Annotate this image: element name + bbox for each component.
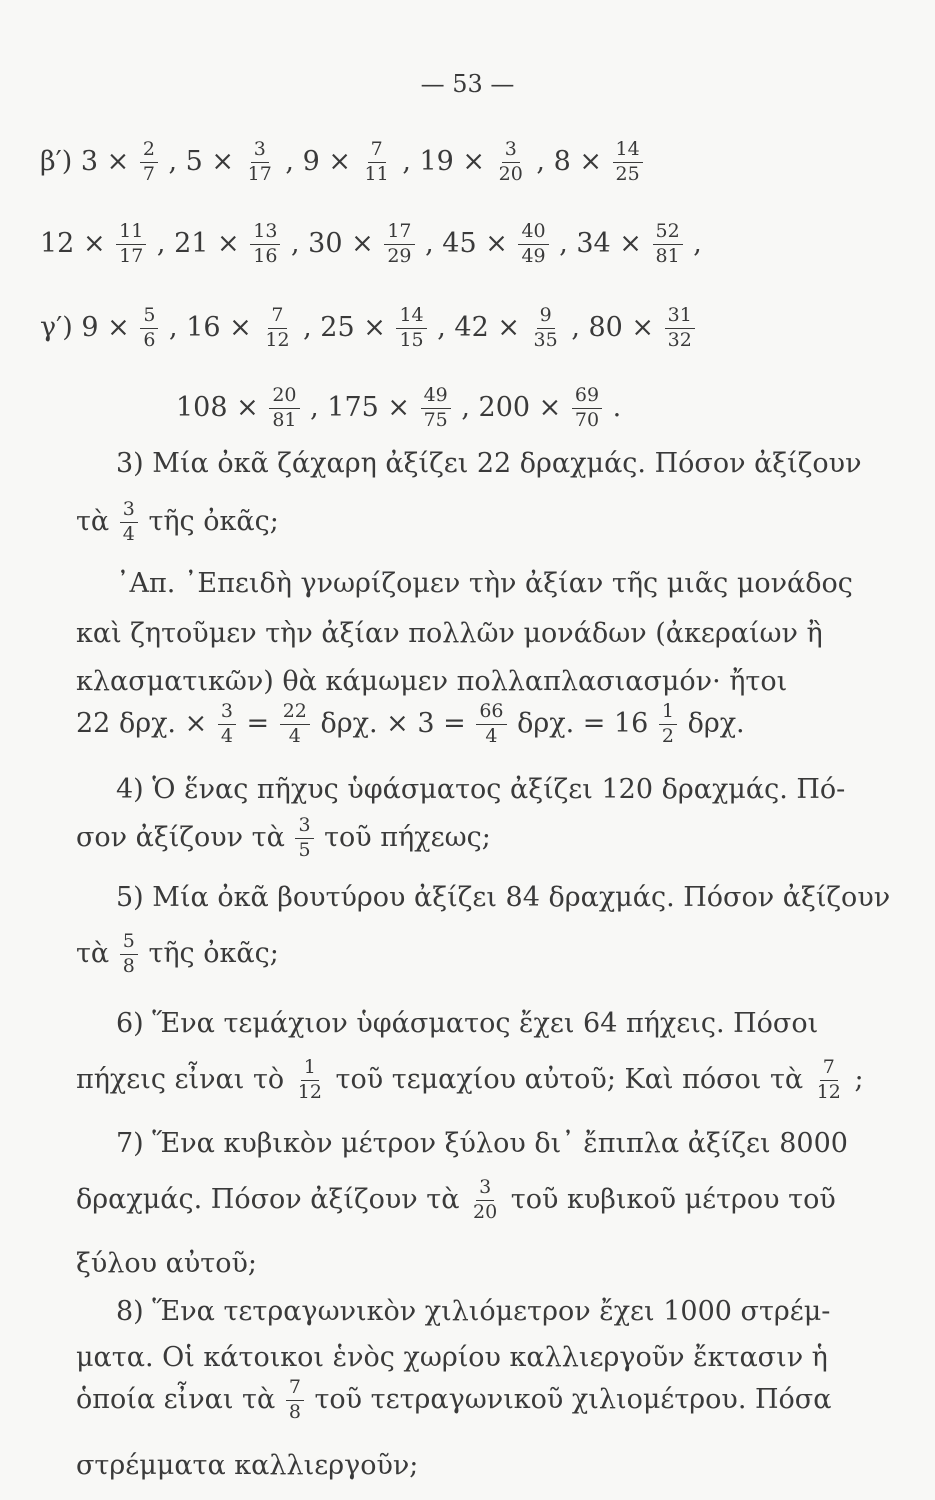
text-segment: γ′) 9 ×	[40, 311, 139, 343]
text-segment: 5) Μία ὀκᾶ βουτύρου ἀξίζει 84 δραχμάς. Πόσον ἀξίζουν	[116, 882, 891, 913]
fraction-denominator: 25	[615, 162, 640, 185]
text-segment: τοῦ κυβικοῦ μέτρου τοῦ	[502, 1183, 836, 1215]
fraction-denominator: 4	[485, 724, 498, 747]
text-segment: , 34 ×	[550, 227, 651, 259]
text-segment: 6) Ἕνα τεμάχιον ὑφάσματος ἔχει 64 πήχεις. Πόσοι	[116, 1008, 819, 1039]
fraction-numerator: 3	[502, 140, 520, 163]
fraction-denominator: 17	[119, 244, 144, 267]
fraction-denominator: 15	[399, 328, 424, 351]
fraction-numerator: 3	[476, 1178, 494, 1201]
fraction-numerator: 3	[295, 816, 313, 839]
fraction-denominator: 8	[288, 1400, 301, 1423]
fraction	[140, 140, 158, 185]
fraction	[280, 702, 310, 747]
text-segment: καὶ ζητοῦμεν τὴν ἀξίαν πολλῶν μονάδων (ἀκεραίων ἢ	[76, 618, 823, 649]
text-segment: πήχεις εἶναι τὸ	[76, 1063, 293, 1095]
text-line-p7a	[116, 1130, 848, 1157]
text-segment: 4) Ὁ ἕνας πῆχυς ὑφάσματος ἀξίζει 120 δραχμάς. Πό-	[116, 774, 846, 805]
text-segment: τῆς ὀκᾶς;	[139, 937, 279, 969]
text-segment: β′) 3 ×	[40, 145, 138, 177]
fraction-denominator: 20	[498, 162, 523, 185]
fraction	[116, 222, 146, 267]
text-segment: =	[237, 707, 278, 739]
fraction	[518, 222, 548, 267]
text-segment: στρέμματα καλλιεργοῦν;	[76, 1450, 419, 1481]
text-segment: ὁποία εἶναι τὰ	[76, 1383, 284, 1415]
text-segment: , 21 ×	[148, 227, 249, 259]
fraction	[421, 386, 451, 431]
text-segment: , 80 ×	[562, 311, 663, 343]
text-segment: , 30 ×	[282, 227, 383, 259]
fraction-denominator: 2	[661, 724, 674, 747]
text-segment: 22 δρχ. ×	[76, 707, 216, 739]
fraction-numerator: 40	[518, 222, 548, 245]
fraction	[814, 1058, 844, 1103]
fraction	[250, 222, 280, 267]
text-line-p3e	[76, 668, 787, 695]
text-segment: τοῦ τεμαχίου αὐτοῦ; Καὶ πόσοι τὰ	[326, 1063, 812, 1095]
fraction	[659, 702, 677, 747]
fraction-denominator: 35	[533, 328, 558, 351]
text-line-p3f	[76, 702, 745, 747]
text-segment: δρχ. × 3 =	[311, 707, 475, 739]
fraction-denominator: 4	[220, 724, 233, 747]
fraction-numerator: 3	[251, 140, 269, 163]
fraction	[665, 306, 695, 351]
text-segment: δρχ.	[678, 707, 745, 739]
fraction-numerator: 9	[537, 306, 555, 329]
fraction-denominator: 5	[298, 838, 311, 861]
fraction	[140, 306, 158, 351]
fraction	[396, 306, 426, 351]
text-line-g1	[40, 306, 697, 351]
text-segment: , 45 ×	[416, 227, 517, 259]
fraction-denominator: 29	[387, 244, 412, 267]
text-segment: ᾿Απ. ᾿Επειδὴ γνωρίζομεν τὴν ἀξίαν τῆς μιᾶς μονάδος	[116, 568, 853, 599]
text-segment: τὰ	[76, 505, 118, 537]
text-segment: 3) Μία ὀκᾶ ζάχαρη ἀξίζει 22 δραχμάς. Πόσον ἀξίζουν	[116, 448, 862, 479]
fraction	[613, 140, 643, 185]
fraction	[218, 702, 236, 747]
fraction-denominator: 4	[122, 522, 135, 545]
fraction-denominator: 81	[655, 244, 680, 267]
text-segment: 7) Ἕνα κυβικὸν μέτρον ξύλου δι᾿ ἔπιπλα ἀξίζει 8000	[116, 1128, 848, 1159]
fraction	[295, 1058, 325, 1103]
text-segment: , 19 ×	[393, 145, 494, 177]
text-segment: , 25 ×	[294, 311, 395, 343]
fraction-numerator: 7	[286, 1378, 304, 1401]
fraction-denominator: 32	[667, 328, 692, 351]
fraction	[269, 386, 299, 431]
fraction-denominator: 4	[288, 724, 301, 747]
text-segment: 8) Ἕνα τετραγωνικὸν χιλιόμετρον ἔχει 1000 στρέμ-	[116, 1296, 831, 1327]
text-line-p8c	[76, 1378, 831, 1423]
text-line-p6b	[76, 1058, 864, 1103]
text-segment: , 175 ×	[301, 391, 419, 423]
fraction-numerator: 20	[269, 386, 299, 409]
fraction	[572, 386, 602, 431]
text-segment: τῆς ὀκᾶς;	[139, 505, 279, 537]
fraction-denominator: 12	[265, 328, 290, 351]
fraction	[384, 222, 414, 267]
text-segment: τοῦ πήχεως;	[315, 821, 491, 853]
text-line-p6a	[116, 1010, 818, 1037]
text-line-p3c	[116, 570, 853, 597]
fraction	[531, 306, 561, 351]
text-segment: σον ἀξίζουν τὰ	[76, 821, 294, 853]
fraction-denominator: 6	[143, 328, 156, 351]
fraction-denominator: 81	[272, 408, 297, 431]
fraction	[295, 816, 313, 861]
fraction-numerator: 1	[301, 1058, 319, 1081]
text-segment: , 8 ×	[527, 145, 611, 177]
text-line-p5a	[116, 884, 890, 911]
fraction-denominator: 75	[423, 408, 448, 431]
text-line-p8d	[76, 1452, 418, 1479]
text-line-p3b	[76, 500, 279, 545]
fraction-numerator: 7	[368, 140, 386, 163]
text-segment: , 200 ×	[452, 391, 570, 423]
fraction-numerator: 49	[421, 386, 451, 409]
text-segment: κλασματικῶν) θὰ κάμωμεν πολλαπλασιασμόν· ἤτοι	[76, 666, 788, 697]
fraction-numerator: 66	[476, 702, 506, 725]
fraction-denominator: 49	[521, 244, 546, 267]
text-segment: ;	[845, 1063, 864, 1095]
fraction-denominator: 20	[473, 1200, 498, 1223]
text-line-p7b	[76, 1178, 836, 1223]
fraction	[262, 306, 292, 351]
fraction-denominator: 8	[122, 954, 135, 977]
text-line-p4a	[116, 776, 845, 803]
text-segment: δραχμάς. Πόσον ἀξίζουν τὰ	[76, 1183, 469, 1215]
text-segment: τοῦ τετραγωνικοῦ χιλιομέτρου. Πόσα	[305, 1383, 832, 1415]
page-number: — 53 —	[420, 70, 515, 98]
fraction-denominator: 16	[253, 244, 278, 267]
fraction-numerator: 3	[120, 500, 138, 523]
fraction-numerator: 31	[665, 306, 695, 329]
text-line-p3d	[76, 620, 823, 647]
fraction-numerator: 7	[820, 1058, 838, 1081]
fraction-denominator: 11	[364, 162, 389, 185]
fraction	[286, 1378, 304, 1423]
fraction-numerator: 5	[120, 932, 138, 955]
fraction	[245, 140, 275, 185]
text-line-p8b	[76, 1344, 828, 1371]
fraction-numerator: 52	[653, 222, 683, 245]
text-line-p5b	[76, 932, 279, 977]
text-line-p3a	[116, 450, 861, 477]
text-line-b1	[40, 140, 645, 185]
text-segment: , 42 ×	[428, 311, 529, 343]
text-segment: , 5 ×	[159, 145, 243, 177]
fraction	[120, 500, 138, 545]
fraction-numerator: 5	[140, 306, 158, 329]
text-segment: ξύλου αὐτοῦ;	[76, 1248, 257, 1279]
text-segment: .	[604, 391, 622, 423]
text-line-b2	[40, 222, 702, 267]
fraction	[362, 140, 392, 185]
text-line-g2	[176, 386, 621, 431]
fraction	[120, 932, 138, 977]
fraction-denominator: 12	[816, 1080, 841, 1103]
fraction-numerator: 2	[140, 140, 158, 163]
text-segment: 12 ×	[40, 227, 115, 259]
text-segment: , 16 ×	[160, 311, 261, 343]
fraction-numerator: 11	[116, 222, 146, 245]
fraction	[476, 702, 506, 747]
fraction-numerator: 22	[280, 702, 310, 725]
fraction-denominator: 7	[142, 162, 155, 185]
text-segment: ,	[684, 227, 702, 259]
fraction-numerator: 14	[613, 140, 643, 163]
fraction-numerator: 69	[572, 386, 602, 409]
fraction-denominator: 70	[574, 408, 600, 431]
fraction-denominator: 17	[247, 162, 272, 185]
text-segment: , 9 ×	[276, 145, 360, 177]
text-line-p8a	[116, 1298, 830, 1325]
text-segment: τὰ	[76, 937, 118, 969]
text-line-p7c	[76, 1250, 257, 1277]
fraction-numerator: 13	[250, 222, 280, 245]
text-line-p4b	[76, 816, 491, 861]
text-segment: δρχ. = 16	[508, 707, 657, 739]
fraction-denominator: 12	[297, 1080, 322, 1103]
fraction	[470, 1178, 500, 1223]
fraction	[496, 140, 526, 185]
text-segment: ματα. Οἱ κάτοικοι ἑνὸς χωρίου καλλιεργοῦν ἔκτασιν ἡ	[76, 1342, 828, 1373]
fraction-numerator: 3	[218, 702, 236, 725]
text-segment: 108 ×	[176, 391, 268, 423]
fraction-numerator: 1	[659, 702, 677, 725]
fraction-numerator: 7	[268, 306, 286, 329]
fraction-numerator: 14	[396, 306, 426, 329]
fraction-numerator: 17	[384, 222, 414, 245]
fraction	[653, 222, 683, 267]
